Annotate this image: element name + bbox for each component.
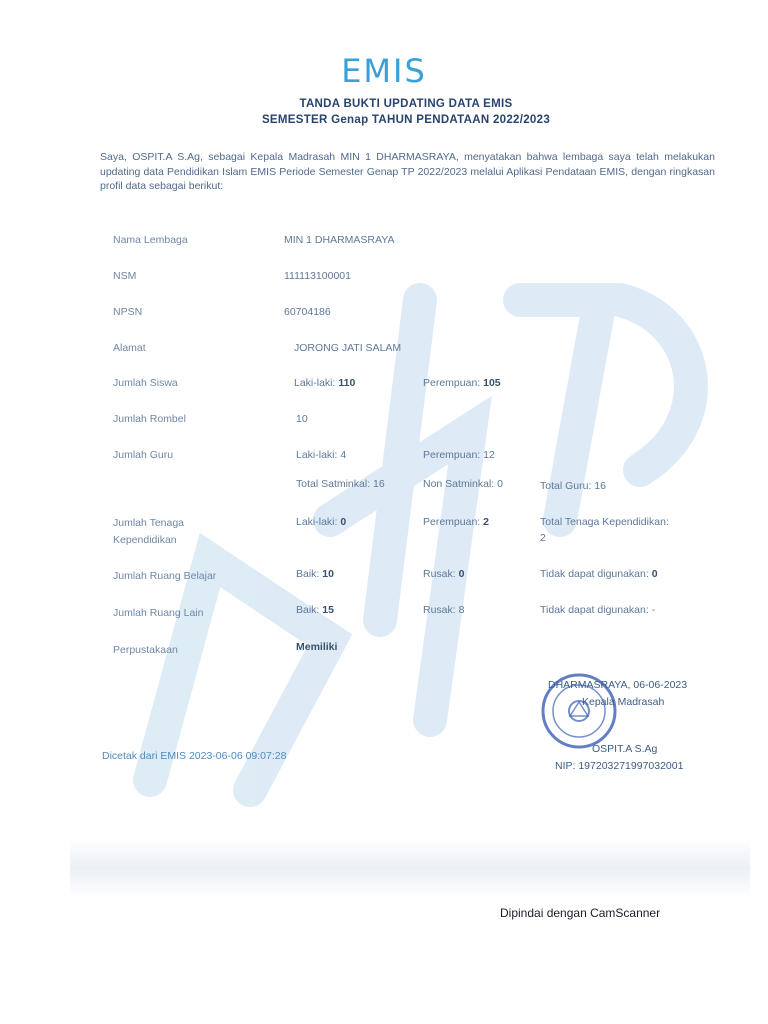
value-npsn: 60704186 [284,306,331,318]
signature-place-date: DHARMASRAYA, 06-06-2023 [548,679,688,691]
label-jumlah-tenaga-line2: Kependidikan [113,534,177,546]
value-nsm: 111113100001 [284,270,351,282]
guru-non-satminkal: Non Satminkal: 0 [423,478,503,490]
label-perpustakaan: Perpustakaan [113,644,178,656]
siswa-laki-value: 110 [338,377,356,389]
signature-role: Kepala Madrasah [582,696,665,708]
intro-paragraph: Saya, OSPIT.A S.Ag, sebagai Kepala Madrasah MIN 1 DHARMASRAYA, menyatakan bahwa lembaga saya telah melakukan updating data Pendidikan Islam EMIS Periode Semester Genap TP 2022/2023 melalui Aplikasi Pendataan EMIS, dengan ringkasan profil data sebagai berikut: [100,151,715,192]
camscanner-mark: Dipindai dengan CamScanner [500,906,661,920]
tenaga-total-line2: 2 [540,532,546,544]
ruang-lain-baik-value: 15 [322,604,334,616]
tenaga-perempuan-value: 2 [483,516,489,528]
label-nama-lembaga: Nama Lembaga [113,234,188,246]
tenaga-laki-label: Laki-laki: [296,516,338,528]
label-ruang-lain: Jumlah Ruang Lain [113,607,204,619]
ruang-belajar-rusak [423,568,464,580]
tenaga-perempuan-label: Perempuan: [423,516,481,528]
ruang-belajar-tidak [540,568,658,580]
label-jumlah-siswa: Jumlah Siswa [113,377,178,389]
ruang-lain-baik [296,604,334,616]
label-nsm: NSM [113,270,137,282]
signature-nip: NIP: 197203271997032001 [555,760,684,772]
label-ruang-belajar: Jumlah Ruang Belajar [113,570,217,582]
siswa-perempuan-value: 105 [483,377,501,389]
ruang-belajar-baik [296,568,334,580]
value-perpustakaan: Memiliki [296,641,338,653]
guru-total: Total Guru: 16 [540,480,606,492]
tenaga-perempuan [423,516,489,528]
siswa-perempuan [423,377,501,389]
ruang-lain-baik-label: Baik: [296,604,320,616]
guru-total-satminkal: Total Satminkal: 16 [296,478,385,490]
ruang-belajar-baik-label: Baik: [296,568,320,580]
tenaga-laki-laki [296,516,346,528]
siswa-laki-laki [294,377,355,389]
label-jumlah-tenaga-line1: Jumlah Tenaga [113,517,185,529]
ruang-lain-rusak: Rusak: 8 [423,604,465,616]
label-npsn: NPSN [113,306,143,318]
emis-logo: EMIS [341,52,427,90]
value-nama-lembaga: MIN 1 DHARMASRAYA [284,234,395,246]
guru-perempuan: Perempuan: 12 [423,449,495,461]
guru-laki-laki: Laki-laki: 4 [296,449,347,461]
label-jumlah-rombel: Jumlah Rombel [113,413,186,425]
siswa-perempuan-label: Perempuan: [423,377,481,389]
ruang-lain-tidak: Tidak dapat digunakan: - [540,604,656,616]
tenaga-total-line1: Total Tenaga Kependidikan: [540,516,669,528]
tenaga-laki-value: 0 [340,516,347,528]
value-rombel: 10 [296,413,308,425]
value-alamat: JORONG JATI SALAM [294,342,402,354]
siswa-laki-label: Laki-laki: [294,377,336,389]
document-subtitle: SEMESTER Genap TAHUN PENDATAAN 2022/2023 [261,114,551,126]
signature-name: OSPIT.A S.Ag [592,743,658,755]
document-title: TANDA BUKTI UPDATING DATA EMIS [299,98,513,110]
printed-timestamp: Dicetak dari EMIS 2023-06-06 09:07:28 [102,750,287,762]
label-alamat: Alamat [113,342,146,354]
ruang-belajar-tidak-value: 0 [651,568,658,580]
ruang-belajar-baik-value: 10 [322,568,334,580]
label-jumlah-guru: Jumlah Guru [113,449,174,461]
ruang-belajar-rusak-value: 0 [458,568,465,580]
ruang-belajar-tidak-label: Tidak dapat digunakan: [540,568,649,580]
scan-shadow [70,838,750,898]
ruang-belajar-rusak-label: Rusak: [423,568,456,580]
